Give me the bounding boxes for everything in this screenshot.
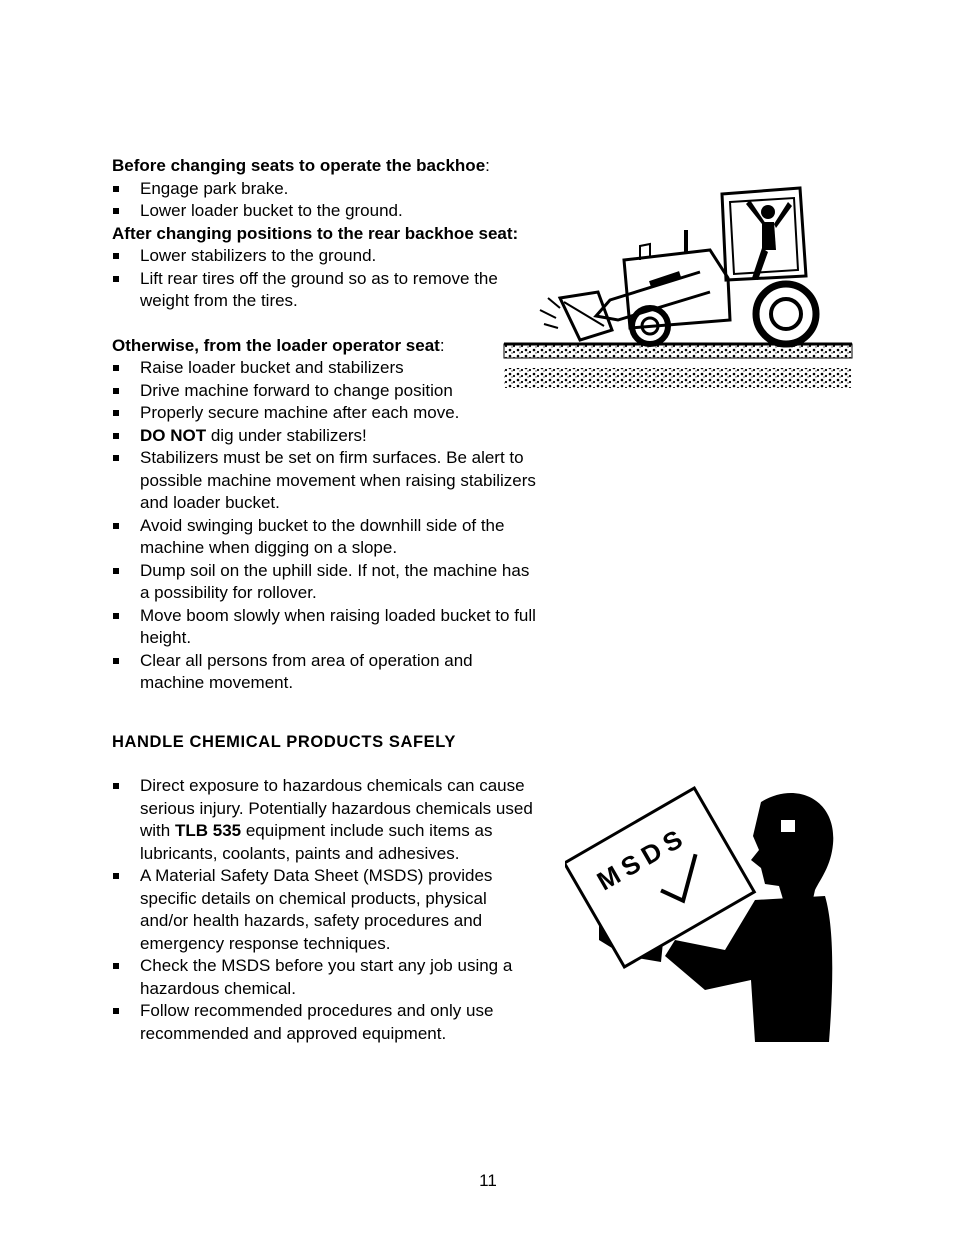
list-item: Direct exposure to hazardous chemicals can cause serious injury. Potentially hazardous chemicals used with TLB 535 equipment include such items as lubricants, coolants, paints and adhesives. xyxy=(112,775,537,865)
list-item: Lower loader bucket to the ground. xyxy=(112,200,537,223)
list-item: Dump soil on the uphill side. If not, the machine has a possibility for rollover. xyxy=(112,560,537,605)
list-item: Stabilizers must be set on firm surfaces. Be alert to possible machine movement when raising stabilizers and loader bucket. xyxy=(112,447,537,515)
list-item: Move boom slowly when raising loaded bucket to full height. xyxy=(112,605,537,650)
list-item: Follow recommended procedures and only use recommended and approved equipment. xyxy=(112,1000,537,1045)
list-item: Properly secure machine after each move. xyxy=(112,402,537,425)
list-item: Check the MSDS before you start any job using a hazardous chemical. xyxy=(112,955,537,1000)
person-reading-msds-illustration xyxy=(565,780,855,1050)
loader-list xyxy=(112,357,537,695)
backhoe-loader-illustration xyxy=(500,180,860,395)
rear-seat-list xyxy=(112,245,537,313)
list-item: Clear all persons from area of operation and machine movement. xyxy=(112,650,537,695)
page-number: 11 xyxy=(479,1171,497,1190)
list-item: Engage park brake. xyxy=(112,178,537,201)
list-item: Avoid swinging bucket to the downhill side of the machine when digging on a slope. xyxy=(112,515,537,560)
list-item: Lower stabilizers to the ground. xyxy=(112,245,537,268)
msds-sheet-label: MSDS xyxy=(591,820,693,897)
list-item: DO NOT dig under stabilizers! xyxy=(112,425,537,448)
heading-after-changing-positions: After changing positions to the rear backhoe seat: xyxy=(112,223,519,243)
heading-loader-operator-seat: Otherwise, from the loader operator seat: xyxy=(112,335,445,355)
list-item: Raise loader bucket and stabilizers xyxy=(112,357,537,380)
text-column xyxy=(112,155,537,1045)
heading-before-changing-seats: Before changing seats to operate the backhoe: xyxy=(112,156,490,175)
list-item: Lift rear tires off the ground so as to remove the weight from the tires. xyxy=(112,268,537,313)
heading-chemical-products: HANDLE CHEMICAL PRODUCTS SAFELY xyxy=(112,732,457,751)
seats-list xyxy=(112,178,537,223)
chemical-list xyxy=(112,775,537,1045)
list-item: A Material Safety Data Sheet (MSDS) provides specific details on chemical products, physical and/or health hazards, safety procedures and emergency response techniques. xyxy=(112,865,537,955)
list-item: Drive machine forward to change position xyxy=(112,380,537,403)
